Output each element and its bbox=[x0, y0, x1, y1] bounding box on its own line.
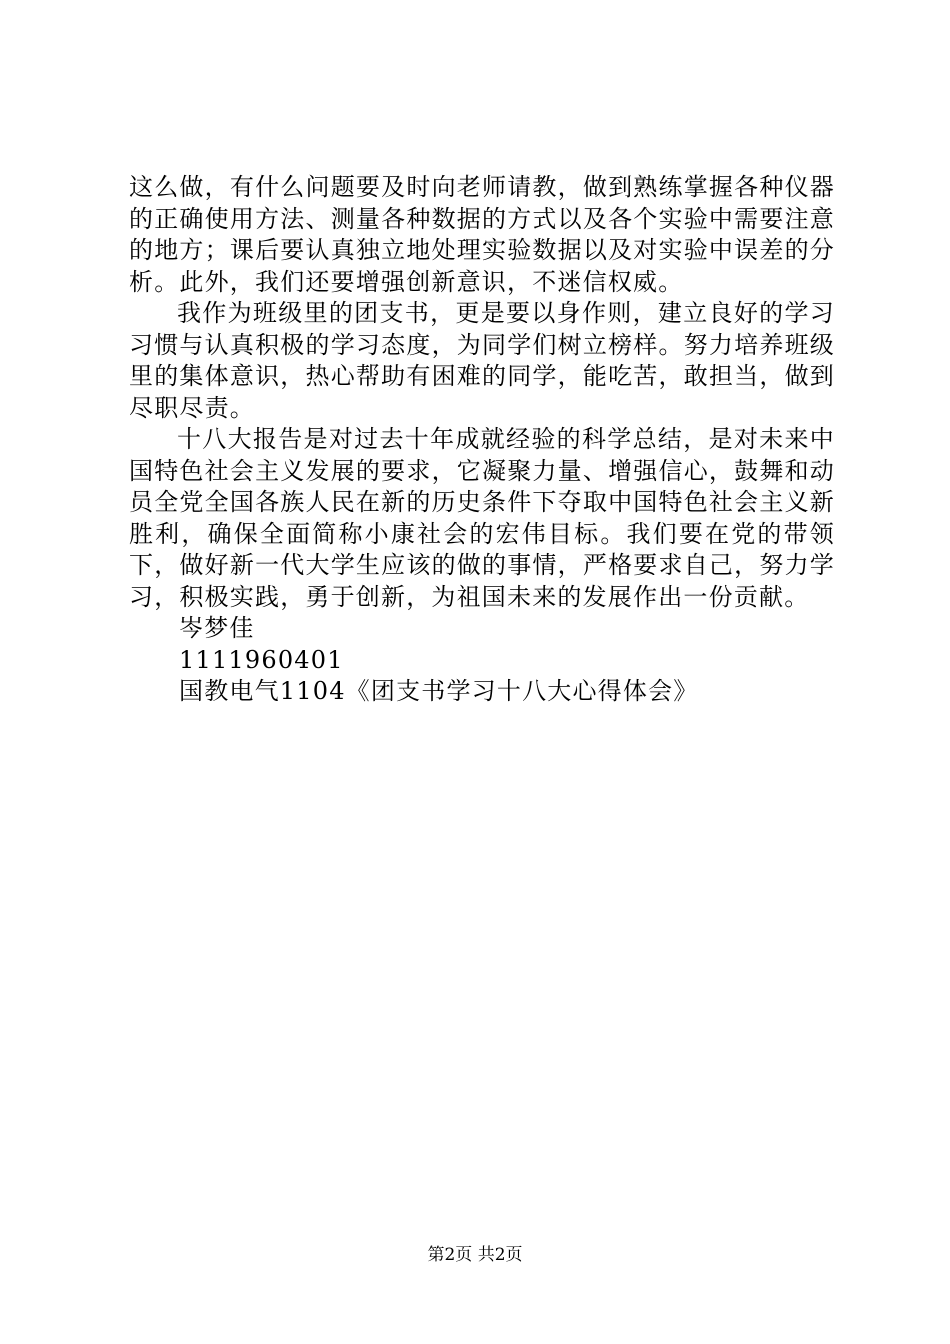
paragraph-eighteenth-congress: 十八大报告是对过去十年成就经验的科学总结，是对未来中国特色社会主义发展的要求，它凝聚力量、增强信心，鼓舞和动员全党全国各族人民在新的历史条件下夺取中国特色社会主义新胜利，确保全面简称小康社会的宏伟目标。我们要在党的带领下，做好新一代大学生应该的做的事情，严格要求自己，努力学习，积极实践，勇于创新，为祖国未来的发展作出一份贡献。 bbox=[129, 425, 835, 611]
signature-class-title: 国教电气1104《团支书学习十八大心得体会》 bbox=[179, 677, 699, 705]
signature-name: 岑梦佳 bbox=[179, 614, 255, 642]
document-body bbox=[129, 172, 835, 708]
paragraph-league-secretary: 我作为班级里的团支书，更是要以身作则，建立良好的学习习惯与认真积极的学习态度，为同学们树立榜样。努力培养班级里的集体意识，热心帮助有困难的同学，能吃苦，敢担当，做到尽职尽责。 bbox=[129, 299, 835, 422]
paragraph-continued: 这么做，有什么问题要及时向老师请教，做到熟练掌握各种仪器的正确使用方法、测量各种数据的方式以及各个实验中需要注意的地方；课后要认真独立地处理实验数据以及对实验中误差的分析。此外，我们还要增强创新意识，不迷信权威。 bbox=[129, 173, 835, 296]
signature-student-id: 1111960401 bbox=[179, 645, 344, 674]
page-footer: 第2页 共2页 bbox=[427, 1245, 523, 1265]
